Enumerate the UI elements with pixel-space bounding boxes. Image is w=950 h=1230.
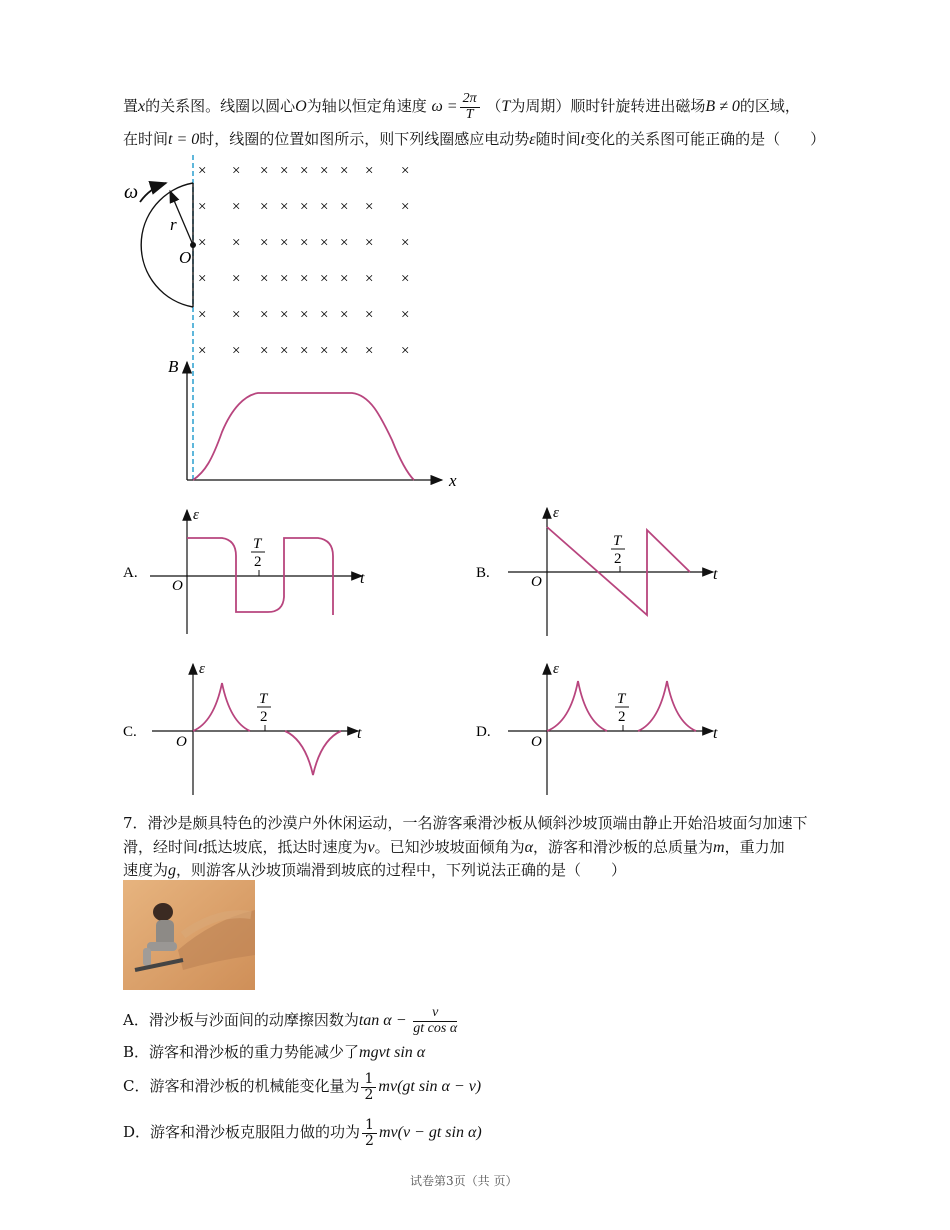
field-cross-mark: × <box>198 235 207 251</box>
option-B-x-label: t <box>713 566 718 583</box>
field-cross-mark: × <box>401 271 410 287</box>
option-C-label: C. <box>123 724 137 740</box>
field-cross-mark: × <box>365 307 374 323</box>
field-cross-mark: × <box>232 163 241 179</box>
field-cross-mark: × <box>320 235 329 251</box>
q7-option-D: D．游客和滑沙板克服阻力做的功为 $\frac{1}{2}$ mv(v − gt sin α) <box>123 1117 482 1149</box>
option-A-graph <box>123 507 365 634</box>
option-B-origin: O <box>531 574 542 590</box>
field-cross-mark: × <box>340 307 349 323</box>
q6-line-2: 在时间t = 0时，线圈的位置如图所示，则下列线圈感应电动势ε随时间t变化的关系图可能正确的是（ ） <box>123 130 826 148</box>
field-cross-mark: × <box>198 307 207 323</box>
option-B-graph <box>476 505 718 636</box>
field-cross-mark: × <box>232 235 241 251</box>
sandboarding-photo <box>123 880 255 990</box>
page-footer: 试卷第3页（共 页） <box>410 1174 518 1188</box>
field-cross-mark: × <box>232 343 241 359</box>
option-D-tick-num: T <box>617 691 626 707</box>
field-cross-mark: × <box>260 307 269 323</box>
option-B-tick-num: T <box>613 533 622 549</box>
field-cross-mark: × <box>280 343 289 359</box>
field-cross-mark: × <box>232 271 241 287</box>
field-cross-mark: × <box>365 199 374 215</box>
q7-option-C: C．游客和滑沙板的机械能变化量为 $\frac{1}{2}$ mv(gt sin α − v) <box>123 1071 482 1103</box>
field-cross-mark: × <box>401 235 410 251</box>
field-cross-mark: × <box>340 163 349 179</box>
option-D-origin: O <box>531 734 542 750</box>
option-D-x-label: t <box>713 725 718 742</box>
field-cross-mark: × <box>340 343 349 359</box>
field-cross-mark: × <box>280 163 289 179</box>
option-C-y-label: ε <box>199 661 205 677</box>
field-cross-mark: × <box>320 307 329 323</box>
option-D-tick-den: 2 <box>618 709 626 725</box>
B-axis-label: B <box>168 357 179 376</box>
field-cross-mark: × <box>198 271 207 287</box>
q6-line-1: 置x的关系图。线圈以圆心O为轴以恒定角速度 ω = $\frac{2\pi}{T}$ （T为周期）顺时针旋转进出磁场B ≠ 0的区域， <box>123 91 800 122</box>
field-cross-mark: × <box>300 271 309 287</box>
field-cross-mark: × <box>198 343 207 359</box>
field-cross-mark: × <box>340 199 349 215</box>
field-cross-mark: × <box>320 199 329 215</box>
field-cross-mark: × <box>365 271 374 287</box>
field-cross-mark: × <box>260 199 269 215</box>
field-cross-mark: × <box>280 271 289 287</box>
field-cross-mark: × <box>340 235 349 251</box>
field-cross-mark: × <box>401 307 410 323</box>
option-C-tick-den: 2 <box>260 709 268 725</box>
field-cross-mark: × <box>260 343 269 359</box>
field-cross-mark: × <box>300 343 309 359</box>
q7-option-A: A．滑沙板与沙面间的动摩擦因数为tan α − $\frac{v}{\text{gt cos α}}$ <box>123 1005 458 1036</box>
field-cross-mark: × <box>198 163 207 179</box>
field-cross-mark: × <box>320 343 329 359</box>
option-A-tick-num: T <box>253 536 262 552</box>
O-label: O <box>179 248 192 267</box>
field-cross-mark: × <box>365 163 374 179</box>
option-C-graph <box>123 661 362 795</box>
x-axis-label: x <box>449 471 457 490</box>
q7-option-B: B．游客和滑沙板的重力势能减少了mgvt sin α <box>123 1043 426 1061</box>
field-cross-mark: × <box>401 343 410 359</box>
field-cross-mark: × <box>280 199 289 215</box>
omega-fraction: $\frac{2\pi}{T}$ <box>460 92 480 122</box>
q7-line-1: 7．滑沙是颇具特色的沙漠户外休闲运动，一名游客乘滑沙板从倾斜沙坡顶端由静止开始沿坡面匀加速下 <box>123 814 808 832</box>
option-A-x-label: t <box>360 570 365 587</box>
field-cross-mark: × <box>232 307 241 323</box>
option-D-label: D. <box>476 724 491 740</box>
field-cross-mark: × <box>300 163 309 179</box>
option-C-x-label: t <box>357 725 362 742</box>
q7-line-2: 滑，经时间t抵达坡底，抵达时速度为v。已知沙坡坡面倾角为α，游客和滑沙板的总质量为m，重力加 <box>123 838 785 856</box>
field-cross-mark: × <box>260 271 269 287</box>
field-cross-mark: × <box>320 271 329 287</box>
option-A-tick-den: 2 <box>254 554 262 570</box>
option-C-origin: O <box>176 734 187 750</box>
field-cross-mark: × <box>280 307 289 323</box>
field-cross-mark: × <box>300 235 309 251</box>
field-cross-mark: × <box>280 235 289 251</box>
option-B-y-label: ε <box>553 505 559 521</box>
field-cross-mark: × <box>401 163 410 179</box>
field-cross-mark: × <box>340 271 349 287</box>
field-cross-mark: × <box>365 343 374 359</box>
option-C-tick-num: T <box>259 691 268 707</box>
option-A-origin: O <box>172 578 183 594</box>
field-cross-mark: × <box>260 235 269 251</box>
option-D-graph <box>476 661 718 795</box>
option-B-label: B. <box>476 565 490 581</box>
omega-label: ω <box>124 181 139 203</box>
field-cross-mark: × <box>365 235 374 251</box>
field-cross-mark: × <box>300 307 309 323</box>
field-cross-mark: × <box>232 199 241 215</box>
q7-line-3: 速度为g，则游客从沙坡顶端滑到坡底的过程中，下列说法正确的是（ ） <box>123 861 627 879</box>
field-cross-mark: × <box>401 199 410 215</box>
option-B-tick-den: 2 <box>614 551 622 567</box>
field-cross-mark: × <box>260 163 269 179</box>
option-A-y-label: ε <box>193 507 199 523</box>
r-label: r <box>170 215 177 234</box>
field-cross-mark: × <box>300 199 309 215</box>
option-D-y-label: ε <box>553 661 559 677</box>
field-cross-mark: × <box>198 199 207 215</box>
field-cross-mark: × <box>320 163 329 179</box>
option-A-label: A. <box>123 565 138 581</box>
